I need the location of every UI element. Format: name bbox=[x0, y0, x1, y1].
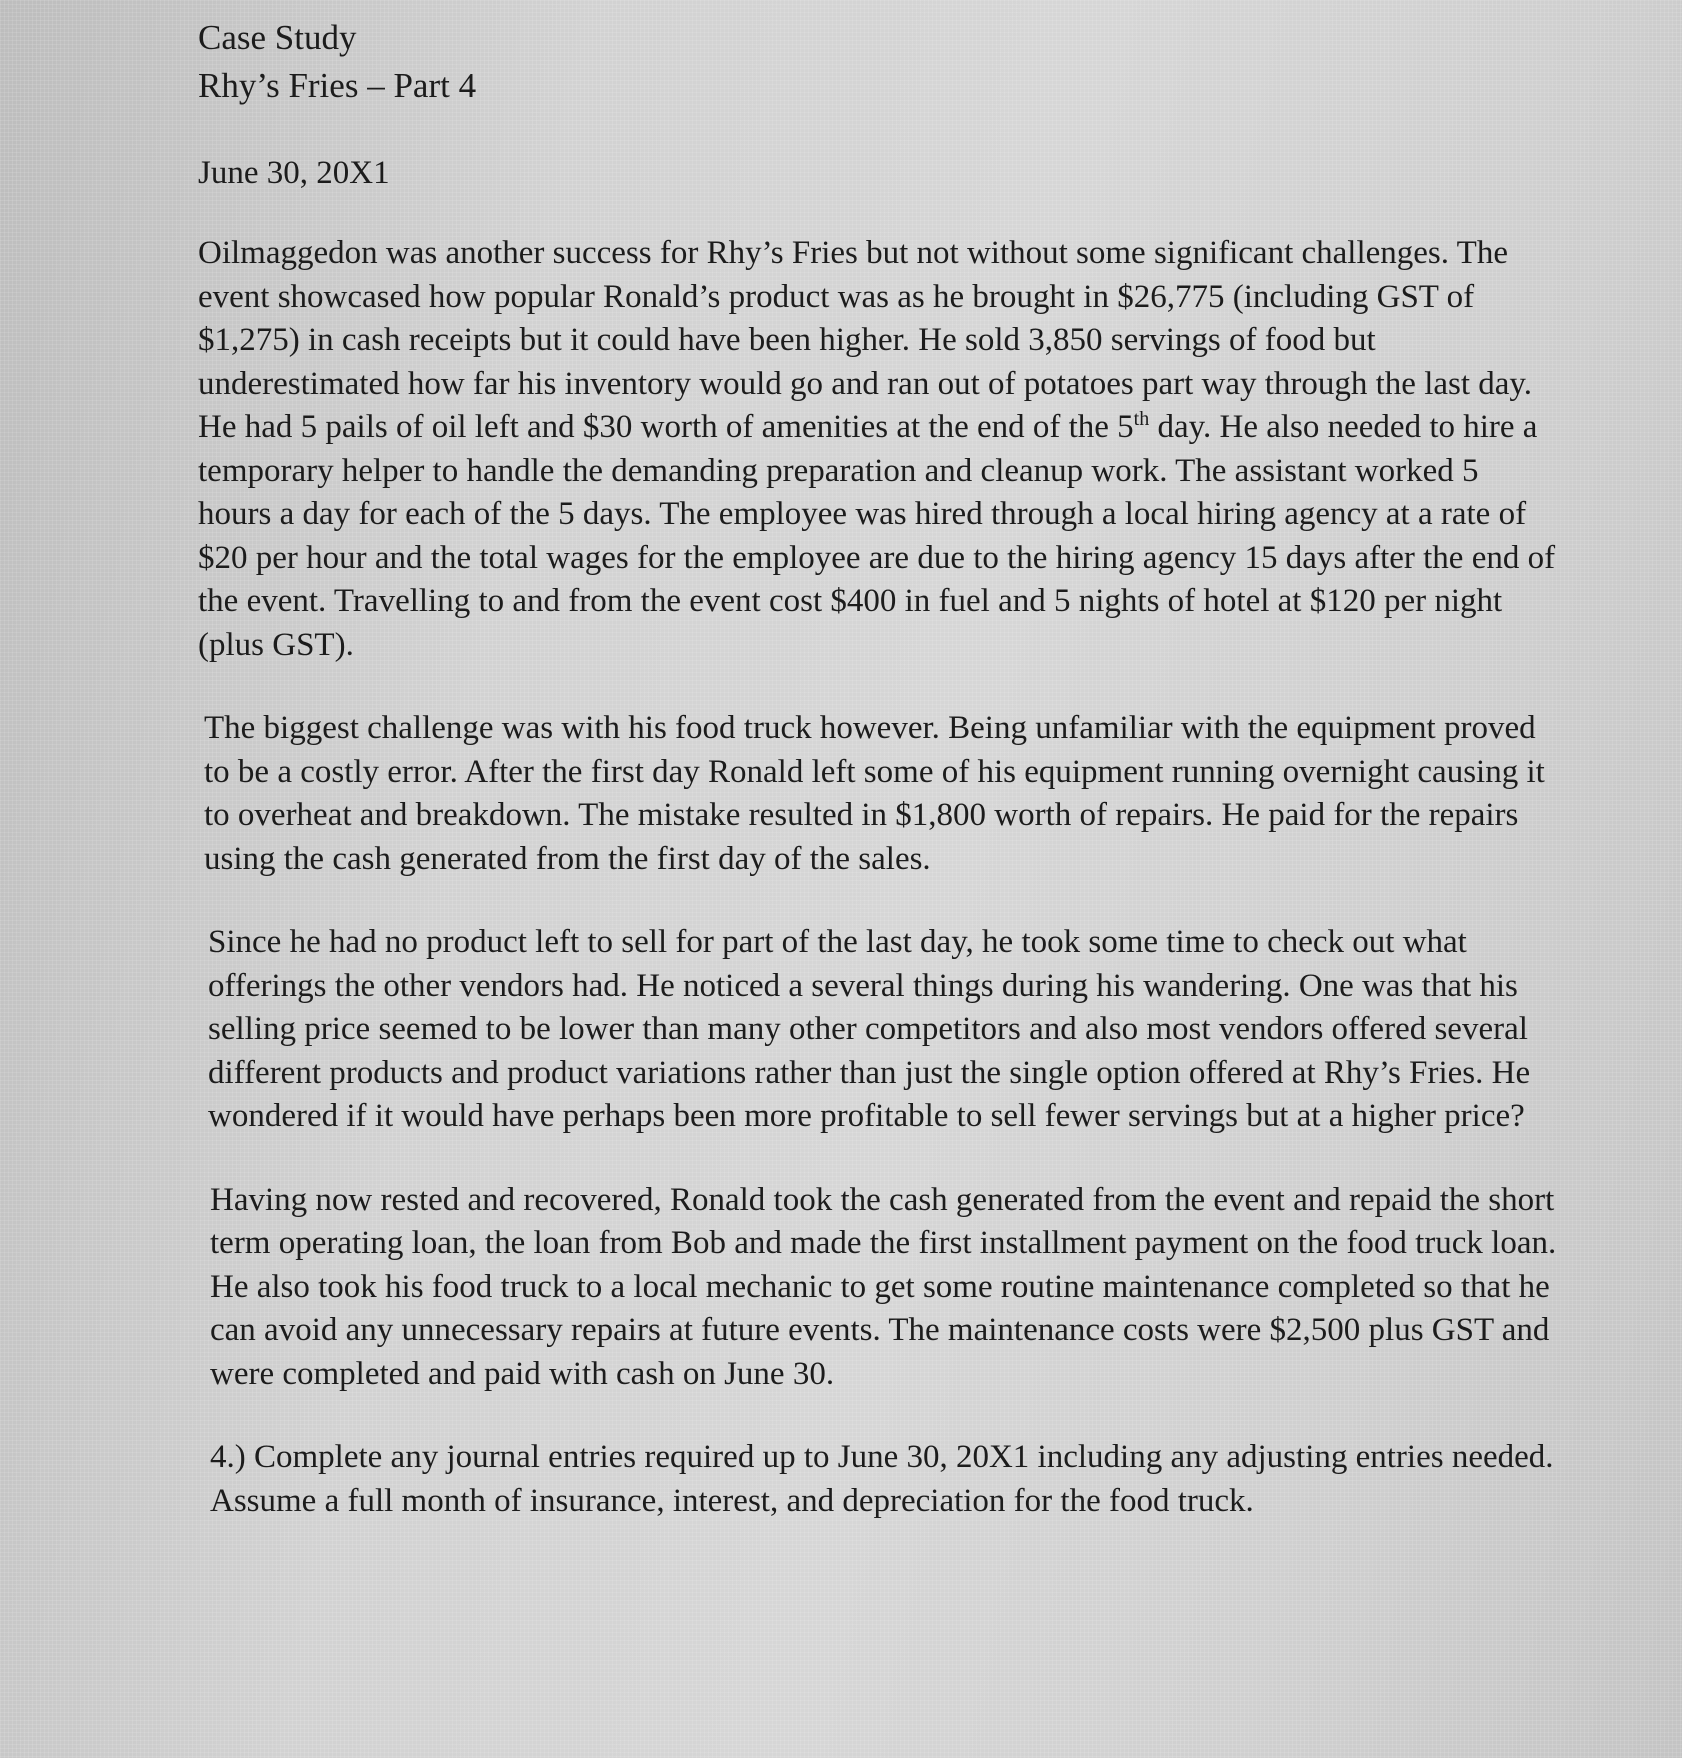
paragraph-event-summary-part2: day. He also needed to hire a temporary helper to handle the demanding preparation and cleanup work. The assistant worked 5 hours a day for each of the 5 days. The employee was hired through a local hiring agency at a rate of $20 per hour and the total wages for the employee are due to the hiring agency 15 days after the end of the event. Travelling to and from the event cost $400 in fuel and 5 nights of hotel at $120 per night (plus GST). bbox=[198, 409, 1556, 663]
case-study-subtitle: Rhy’s Fries – Part 4 bbox=[198, 66, 477, 105]
paragraph-food-truck-challenge: The biggest challenge was with his food truck however. Being unfamiliar with the equipment proved to be a costly error. After the first day Ronald left some of his equipment running overnight causing it to overheat and breakdown. The mistake resulted in $1,800 worth of repairs. He paid for the repairs using the cash generated from the first day of the sales. bbox=[204, 710, 1545, 877]
paragraph-event-summary-part1: Oilmaggedon was another success for Rhy’s Fries but not without some significant challenges. The event showcased how popular Ronald’s product was as he brought in $26,775 (including GST of $1,275) in cash receipts but it could have been higher. He sold 3,850 servings of food but underestimated how far his inventory would go and ran out of potatoes part way through the last day. He had 5 pails of oil left and $30 worth of amenities at the end of the 5 bbox=[198, 235, 1533, 445]
question-journal-entries: 4.) Complete any journal entries required up to June 30, 20X1 including any adjusting entries needed. Assume a full month of insurance, interest, and depreciation for the food truck. bbox=[210, 1439, 1554, 1519]
ordinal-suffix: th bbox=[1133, 408, 1150, 430]
paragraph-loan-repayment: Having now rested and recovered, Ronald took the cash generated from the event and repaid the short term operating loan, the loan from Bob and made the first installment payment on the food truck loan. He also took his food truck to a local mechanic to get some routine maintenance completed so that he can avoid any unnecessary repairs at future events. The maintenance costs were $2,500 plus GST and were completed and paid with cash on June 30. bbox=[210, 1181, 1557, 1392]
paragraph-event-summary bbox=[198, 232, 1558, 667]
case-study-heading: Case Study bbox=[198, 18, 357, 57]
paragraph-competitor-observations: Since he had no product left to sell for part of the last day, he took some time to check out what offerings the other vendors had. He noticed a several things during his wandering. One was that his selling price seemed to be lower than many other competitors and also most vendors offered several different products and product variations rather than just the single option offered at Rhy’s Fries. He wondered if it would have perhaps been more profitable to sell fewer servings but at a higher price? bbox=[208, 924, 1531, 1134]
document-date: June 30, 20X1 bbox=[198, 155, 390, 191]
document-page bbox=[198, 14, 1558, 1523]
